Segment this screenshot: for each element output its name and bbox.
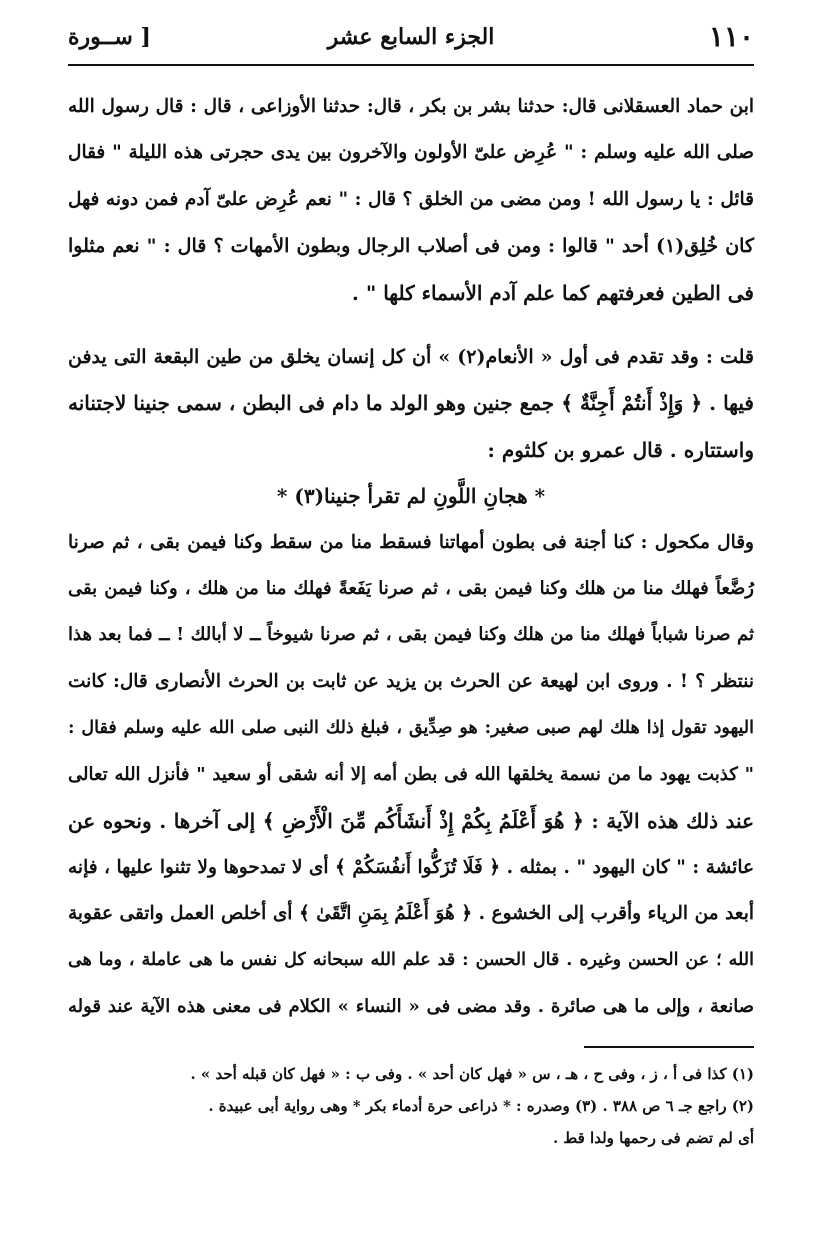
text-line: ابن حماد العسقلانى قال: حدثنا بشر بن بكر ، قال: حدثنا الأوزاعى ، قال : قال رسول الله — [68, 96, 754, 117]
running-title: الجزء السابع عشر — [327, 24, 495, 50]
text-line: ننتظر ؟ ! . وروى ابن لهيعة عن الحرث بن يزيد عن ثابت بن الحرث الأنصارى قال: كانت — [68, 670, 754, 692]
text-line: صلى الله عليه وسلم : " عُرِض علىّ الأولون والآخرون بين يدى حجرتى هذه الليلة " فقال — [68, 142, 754, 164]
header-rule — [68, 64, 754, 66]
verse-line: * هجانِ اللَّونِ لم تقرأ جنينا(٣) * — [276, 484, 546, 509]
text-line: وقال مكحول : كنا أجنة فى بطون أمهاتنا فسقط منا من سقط وكنا فيمن بقى ، ثم صرنا — [68, 531, 754, 553]
text-line: الله ؛ عن الحسن وغيره . قال الحسن : قد علم الله سبحانه كل نفس ما هى عاملة ، وما هى — [68, 950, 754, 971]
footnotes — [68, 1058, 754, 1154]
main-text — [68, 84, 754, 1030]
footnote-2-3: (٢) راجع جـ ٦ ص ٣٨٨ . (٣) وصدره : * ذراعى حرة أدماء بكر * وهى رواية أبى عبيدة . — [208, 1097, 754, 1115]
text-line: صانعة ، وإلى ما هى صائرة . وقد مضى فى « النساء » الكلام فى معنى هذه الآية عند قوله — [68, 995, 754, 1017]
text-line: واستتاره . قال عمرو بن كلثوم : — [487, 437, 754, 462]
poetry-verse — [68, 473, 754, 519]
page-number: ١١٠ — [708, 20, 754, 53]
text-line: فى الطين فعرفتهم كما علم آدم الأسماء كلها " . — [351, 280, 754, 305]
text-line: كان خُلِق(١) أحد " قالوا : ومن فى أصلاب الرجال وبطون الأمهات ؟ قال : " نعم مثلوا — [68, 235, 754, 258]
page-header — [68, 20, 754, 66]
text-line: " كذبت يهود ما من نسمة يخلقها الله فى بطن أمه إلا أنه شقى أو سعيد " فأنزل الله تعالى — [68, 763, 754, 785]
paragraph-3 — [68, 520, 754, 1030]
text-line: فيها . ﴿ وَإِذْ أَنتُمْ أَجِنَّةٌ ﴾ جمع جنين وهو الولد ما دام فى البطن ، سمى جنينا لاجتنانه — [68, 391, 754, 416]
text-line: عائشة : " كان اليهود " . بمثله . ﴿ فَلَا تُزَكُّوا أَنفُسَكُمْ ﴾ أى لا تمدحوها ولا تثنوا عليها ، فإنه — [68, 856, 754, 878]
footnote-rule — [584, 1046, 754, 1048]
footnote-gloss: أى لم تضم فى رحمها ولدا قط . — [552, 1129, 754, 1147]
footnote-1: (١) كذا فى أ ، ز ، وفى ح ، هـ ، س « فهل كان أحد » . وفى ب : « فهل كان قبله أحد » . — [190, 1065, 754, 1083]
text-line: ثم صرنا شباباً فهلك منا من هلك وكنا فيمن بقى ، ثم صرنا شيوخاً ــ لا أبالك ! ــ فما بعد هذا — [68, 624, 754, 646]
text-line: قلت : وقد تقدم فى أول « الأنعام(٢) » أن كل إنسان يخلق من طين البقعة التى يدفن — [68, 346, 754, 369]
text-line: قائل : يا رسول الله ! ومن مضى من الخلق ؟ قال : " نعم عُرِض علىّ آدم فمن دونه فهل — [68, 188, 754, 210]
paragraph-1 — [68, 84, 754, 316]
text-line: عند ذلك هذه الآية : ﴿ هُوَ أَعْلَمُ بِكُمْ إِذْ أَنشَأَكُم مِّنَ الْأَرْضِ ﴾ إلى آخرها . ونحوه عن — [68, 809, 754, 834]
text-line: رُضَّعاً فهلك منا من هلك وكنا فيمن بقى ، ثم صرنا يَفَعةً فهلك منا من هلك ، وكنا فيمن بقى — [68, 578, 754, 600]
paragraph-gap — [68, 316, 754, 334]
paragraph-2 — [68, 334, 754, 473]
text-line: اليهود تقول إذا هلك لهم صبى صغير: هو صِدِّيق ، فبلغ ذلك النبى صلى الله عليه وسلم فقال : — [68, 718, 754, 739]
text-line: أبعد من الرياء وأقرب إلى الخشوع . ﴿ هُوَ أَعْلَمُ بِمَنِ اتَّقَىٰ ﴾ أى أخلص العمل واتقى عقوبة — [68, 902, 754, 924]
surah-label: [ ســورة — [68, 24, 151, 50]
